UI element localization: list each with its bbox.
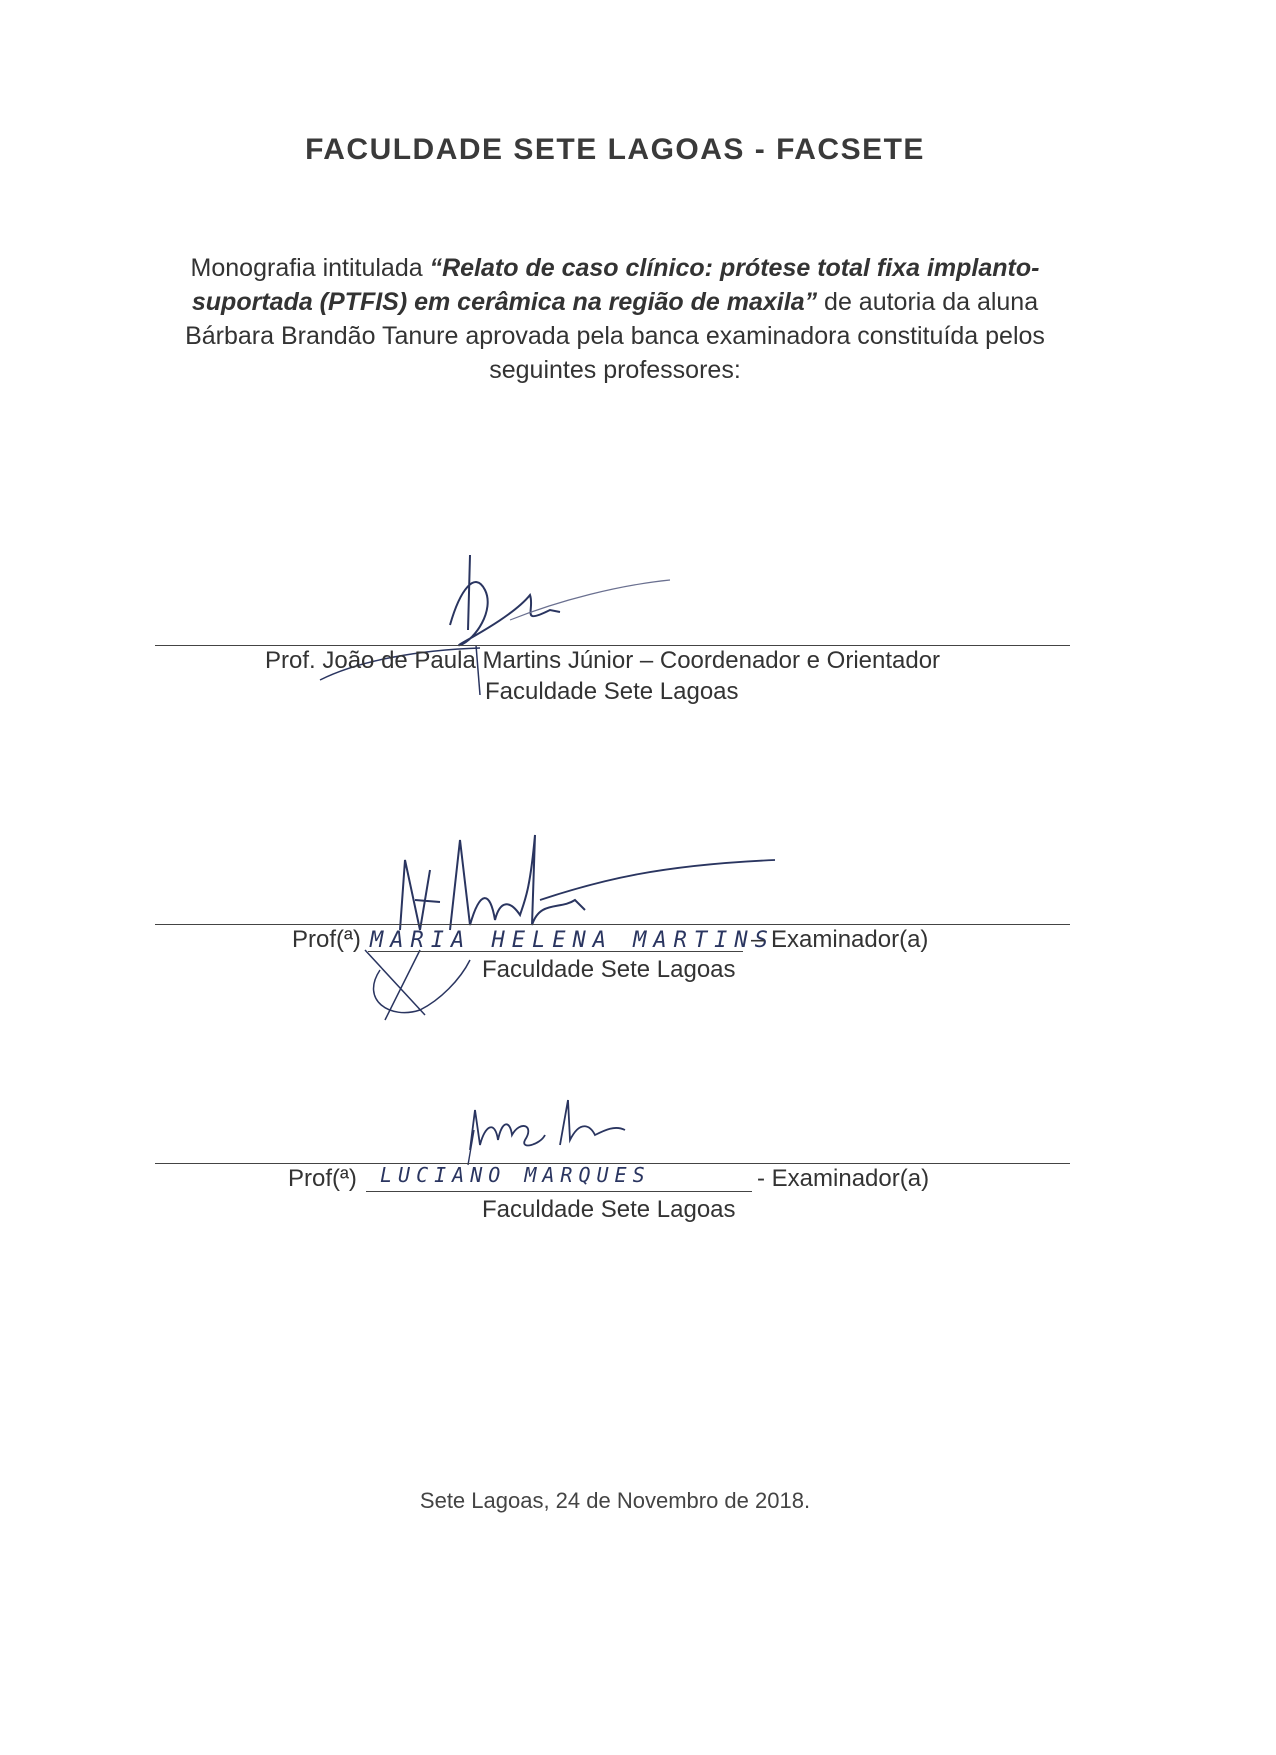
examiner-1-role: – Examinador(a) <box>751 926 929 953</box>
monograph-title: “Relato de caso clínico: prótese total fixa implanto-suportada (PTFIS) em cerâmica na região de maxila” <box>191 254 1040 316</box>
examiner-1-handwritten-name: MARIA HELENA MARTINS <box>370 928 775 953</box>
examiner-2-name-underline <box>366 1191 752 1192</box>
signature-line-2 <box>155 924 1070 925</box>
examiner-2-role: - Examinador(a) <box>757 1165 930 1192</box>
signature-line-1 <box>155 645 1070 646</box>
statement-suffix: de autoria da aluna Bárbara Brandão Tanure aprovada pela banca examinadora constituída pelos seguintes professores: <box>185 288 1045 384</box>
examiner-2-institution: Faculdade Sete Lagoas <box>482 1196 736 1223</box>
examiner-1-prefix: Prof(ª) <box>292 926 361 953</box>
institution-title: FACULDADE SETE LAGOAS - FACSETE <box>305 133 925 166</box>
statement-prefix: Monografia intitulada <box>190 254 430 282</box>
approval-statement <box>170 251 1060 387</box>
examiner-2-prefix: Prof(ª) <box>288 1165 357 1192</box>
place-and-date: Sete Lagoas, 24 de Novembro de 2018. <box>419 1488 811 1513</box>
advisor-name-role: Prof. João de Paula Martins Júnior – Coordenador e Orientador <box>265 647 941 674</box>
examiner-2-handwritten-name: LUCIANO MARQUES <box>380 1163 651 1187</box>
examiner-1-name-underline <box>368 951 743 952</box>
examiner-1-institution: Faculdade Sete Lagoas <box>482 956 736 983</box>
advisor-institution: Faculdade Sete Lagoas <box>485 678 739 705</box>
